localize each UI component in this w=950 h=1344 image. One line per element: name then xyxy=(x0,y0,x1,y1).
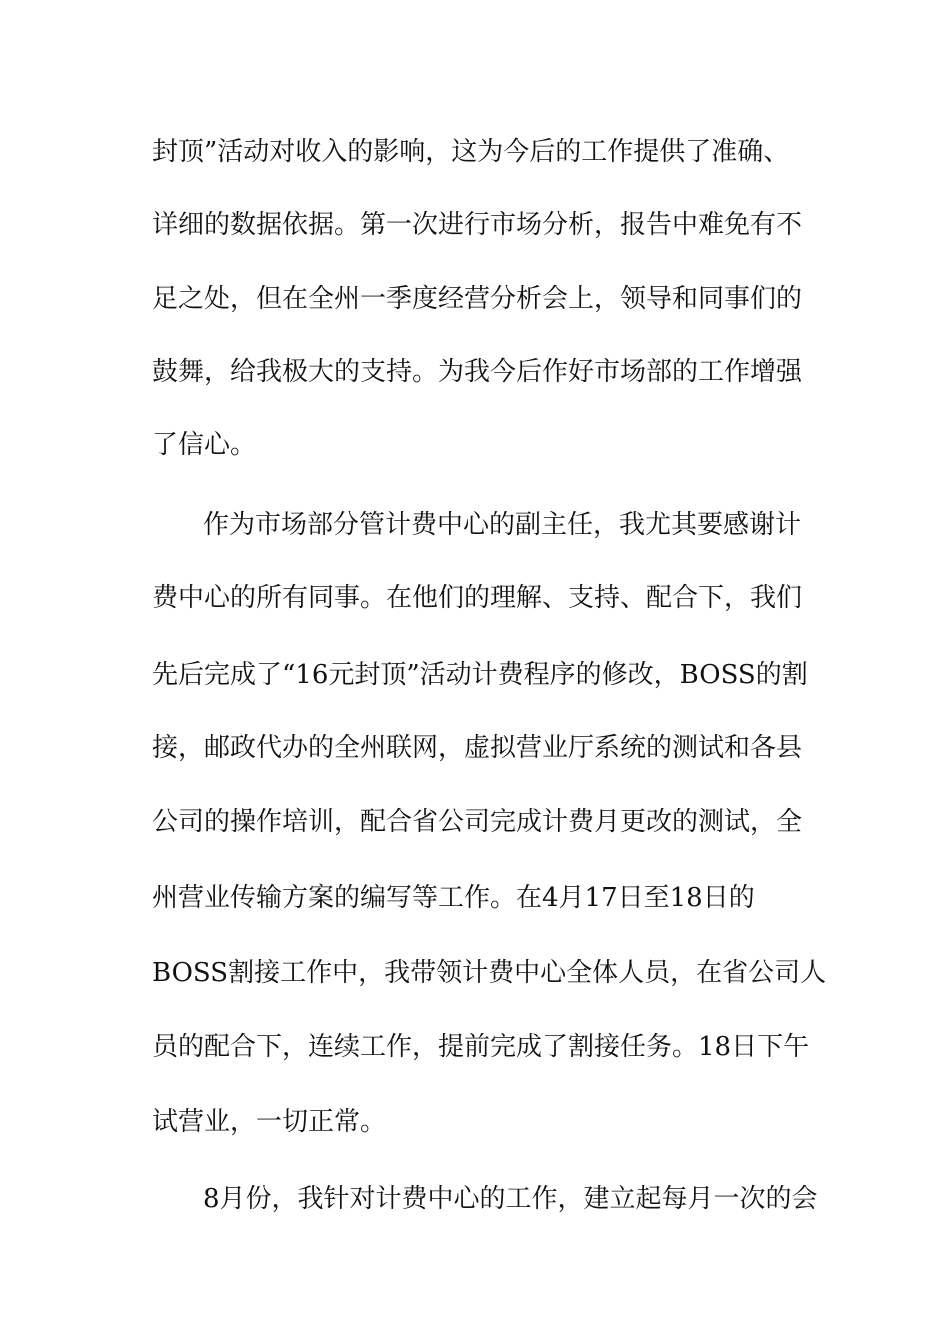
text-line: 了信心。 xyxy=(152,430,257,460)
text-line: 8月份，我针对计费中心的工作，建立起每月一次的会 xyxy=(203,1184,818,1214)
text-line: 鼓舞，给我极大的支持。为我今后作好市场部的工作增强 xyxy=(152,357,803,387)
text-line: 足之处，但在全州一季度经营分析会上，领导和同事们的 xyxy=(152,284,803,314)
text-line: 试营业，一切正常。 xyxy=(152,1107,387,1137)
text-line: 先后完成了“16元封顶”活动计费程序的修改，BOSS的割 xyxy=(152,660,808,690)
text-line: 费中心的所有同事。在他们的理解、支持、配合下，我们 xyxy=(152,583,803,613)
text-line: 接，邮政代办的全州联网，虚拟营业厅系统的测试和各县 xyxy=(152,733,803,763)
text-line: 公司的操作培训，配合省公司完成计费月更改的测试，全 xyxy=(152,807,803,837)
text-line: BOSS割接工作中，我带领计费中心全体人员，在省公司人 xyxy=(152,958,827,988)
text-line: 州营业传输方案的编写等工作。在4月17日至18日的 xyxy=(152,883,755,913)
text-line: 作为市场部分管计费中心的副主任，我尤其要感谢计 xyxy=(203,510,802,540)
text-line: 员的配合下，连续工作，提前完成了割接任务。18日下午 xyxy=(152,1032,810,1062)
text-line: 封顶”活动对收入的影响，这为今后的工作提供了准确、 xyxy=(152,137,790,167)
text-line: 详细的数据依据。第一次进行市场分析，报告中难免有不 xyxy=(152,210,803,240)
